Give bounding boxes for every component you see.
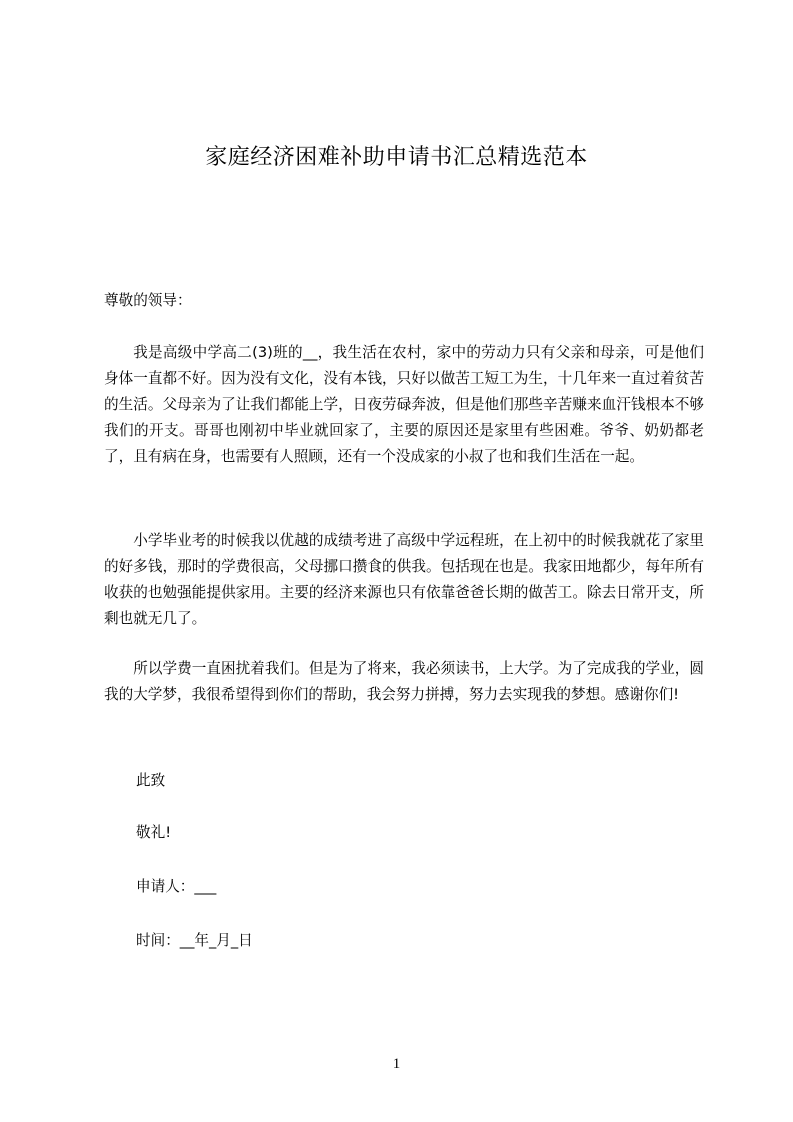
paragraph-2: 小学毕业考的时候我以优越的成绩考进了高级中学远程班，在上初中的时候我就花了家里的好多钱，那时的学费很高，父母挪口攒食的供我。包括现在也是。我家田地都少，每年所有收获的也勉强能提供家用。主要的经济来源也只有依靠爸爸长期的做苦工。除去日常开支，所剩也就无几了。: [104, 532, 704, 627]
closing-salute: 敬礼!: [136, 824, 172, 841]
paragraph-3: 所以学费一直困扰着我们。但是为了将来，我必须读书，上大学。为了完成我的学业，圆我的大学梦，我很希望得到你们的帮助，我会努力拼搏，努力去实现我的梦想。感谢你们!: [104, 660, 704, 703]
document-title: 家庭经济困难补助申请书汇总精选范本: [205, 145, 588, 170]
date-line: 时间：__年_月_日: [136, 932, 253, 949]
closing-phrase: 此致: [136, 772, 166, 789]
page-number: 1: [392, 1056, 401, 1072]
applicant-line: 申请人：___: [136, 878, 217, 895]
paragraph-1: 我是高级中学高二(3)班的__，我生活在农村，家中的劳动力只有父亲和母亲，可是他们身体一直都不好。因为没有文化，没有本钱，只好以做苦工短工为生，十几年来一直过着贫苦的生活。父母亲为了让我们都能上学，日夜劳碌奔波，但是他们那些辛苦赚来血汗钱根本不够我们的开支。哥哥也刚初中毕业就回家了，主要的原因还是家里有些困难。爷爷、奶奶都老了，且有病在身，也需要有人照顾，还有一个没成家的小叔了也和我们生活在一起。: [104, 344, 704, 465]
salutation: 尊敬的领导：: [104, 292, 192, 309]
